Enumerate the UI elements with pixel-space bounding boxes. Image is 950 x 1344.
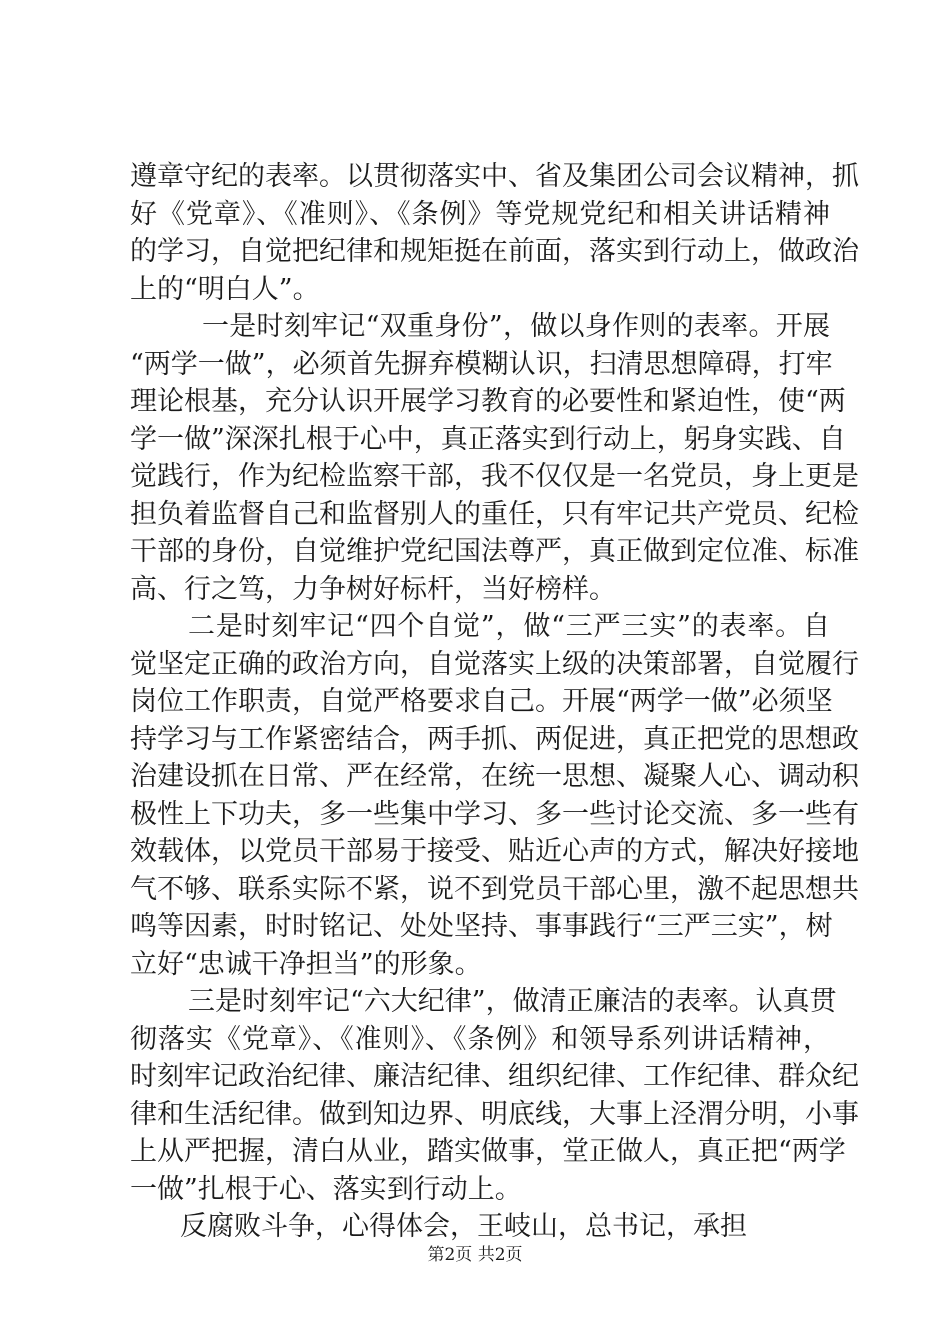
text-line: 干部的身份，自觉维护党纪国法尊严，真正做到定位准、标准 xyxy=(130,536,859,567)
text-line: 鸣等因素，时时铭记、处处坚持、事事践行“三严三实”，树 xyxy=(130,911,833,942)
text-line: 极性上下功夫，多一些集中学习、多一些讨论交流、多一些有 xyxy=(130,798,859,830)
text-line: 气不够、联系实际不紧，说不到党员干部心里，激不起思想共 xyxy=(130,873,859,905)
text-line: 彻落实《党章》、《准则》、《条例》和领导系列讲话精神， xyxy=(130,1023,830,1055)
text-line: 二是时刻牢记“四个自觉”，做“三严三实”的表率。自 xyxy=(188,611,830,642)
text-line: 立好“忠诚干净担当”的形象。 xyxy=(130,948,482,980)
text-line: 学一做”深深扎根于心中，真正落实到行动上，躬身实践、自 xyxy=(130,423,846,455)
text-line: 上的“明白人”。 xyxy=(130,273,320,305)
text-line: 理论根基，充分认识开展学习教育的必要性和紧迫性，使“两 xyxy=(130,386,846,417)
text-line: 遵章守纪的表率。以贯彻落实中、省及集团公司会议精神，抓 xyxy=(130,161,859,192)
text-line: 一做”扎根于心、落实到行动上。 xyxy=(130,1173,522,1205)
text-line: 一是时刻牢记“双重身份”，做以身作则的表率。开展 xyxy=(202,311,830,342)
text-line: 担负着监督自己和监督别人的重任，只有牢记共产党员、纪检 xyxy=(130,498,859,530)
page-number: 第2页 共2页 xyxy=(427,1245,523,1265)
text-line: 的学习，自觉把纪律和规矩挺在前面，落实到行动上，做政治 xyxy=(130,236,859,267)
text-line: 持学习与工作紧密结合，两手抓、两促进，真正把党的思想政 xyxy=(130,723,859,755)
text-line: 治建设抓在日常、严在经常，在统一思想、凝聚人心、调动积 xyxy=(130,761,859,792)
text-line: 律和生活纪律。做到知边界、明底线，大事上泾渭分明，小事 xyxy=(130,1098,859,1130)
text-line: 好《党章》、《准则》、《条例》等党规党纪和相关讲话精神 xyxy=(130,198,830,230)
text-line: “两学一做”，必须首先摒弃模糊认识，扫清思想障碍，打牢 xyxy=(130,348,833,380)
text-line: 高、行之笃，力争树好标杆，当好榜样。 xyxy=(130,573,616,605)
text-line: 反腐败斗争，心得体会，王岐山，总书记，承担 xyxy=(180,1211,747,1242)
text-line: 三是时刻牢记“六大纪律”，做清正廉洁的表率。认真贯 xyxy=(188,986,837,1017)
text-line: 觉坚定正确的政治方向，自觉落实上级的决策部署，自觉履行 xyxy=(130,648,859,680)
page-footer xyxy=(0,1244,950,1266)
text-line: 效载体，以党员干部易于接受、贴近心声的方式，解决好接地 xyxy=(130,836,859,867)
text-line: 时刻牢记政治纪律、廉洁纪律、组织纪律、工作纪律、群众纪 xyxy=(130,1061,859,1092)
text-line: 觉践行，作为纪检监察干部，我不仅仅是一名党员，身上更是 xyxy=(130,461,859,492)
text-line: 岗位工作职责，自觉严格要求自己。开展“两学一做”必须坚 xyxy=(130,686,833,717)
text-line: 上从严把握，清白从业，踏实做事，堂正做人，真正把“两学 xyxy=(130,1136,846,1167)
document-body xyxy=(130,158,859,1246)
